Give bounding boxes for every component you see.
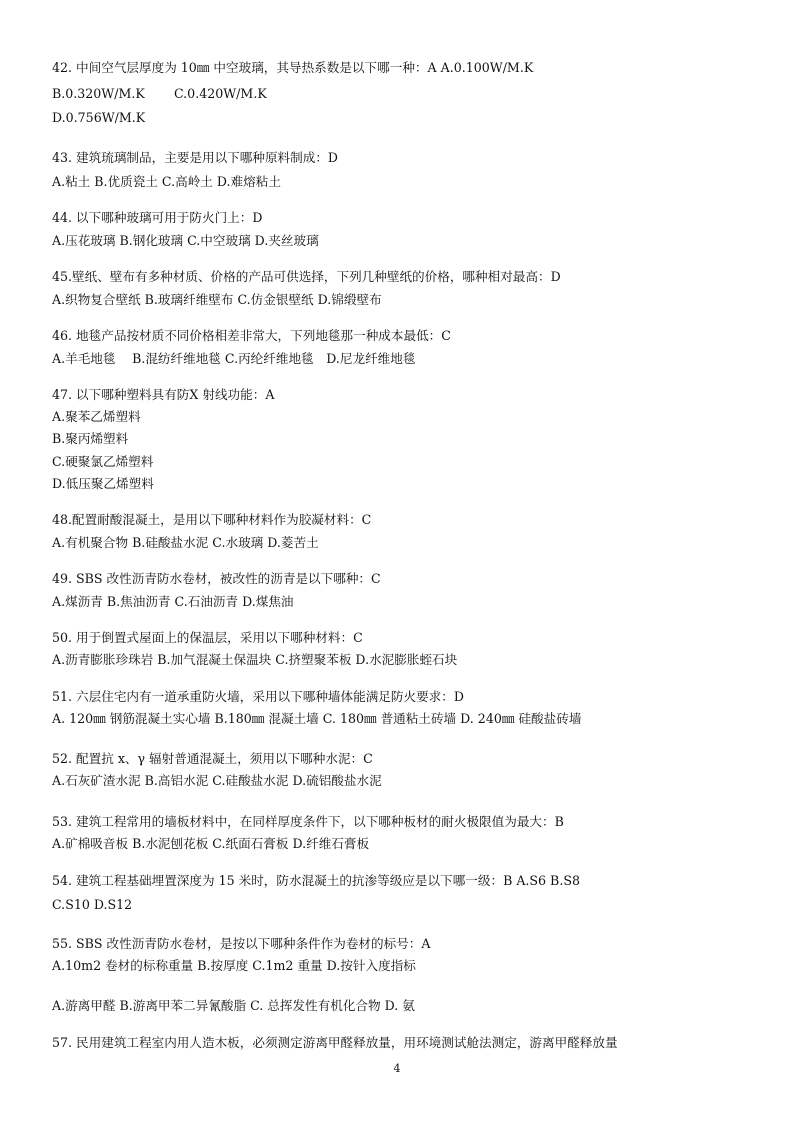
question-49-stem: 49. SBS 改性沥青防水卷材，被改性的沥青是以下哪种：C [52,571,381,586]
question-51-options: A. 120㎜ 钢筋混凝土实心墙 B.180㎜ 混凝土墙 C. 180㎜ 普通粘土砖墙 D. 240㎜ 硅酸盐砖墙 [52,711,582,726]
question-46-options: A.羊毛地毯 B.混纺纤维地毯 C.丙纶纤维地毯 D.尼龙纤维地毯 [52,351,416,366]
question-54-options-cd: C.S10 D.S12 [52,897,133,912]
question-57-stem: 57. 民用建筑工程室内用人造木板，必须测定游离甲醛释放量，用环境测试舱法测定，游离甲醛释放量 [52,1035,618,1050]
question-44-stem: 44. 以下哪种玻璃可用于防火门上：D [52,210,263,225]
question-53-options: A.矿棉吸音板 B.水泥刨花板 C.纸面石膏板 D.纤维石膏板 [52,836,370,851]
question-54-stem: 54. 建筑工程基础埋置深度为 15 米时，防水混凝土的抗渗等级应是以下哪一级：B A.S6 B.S8 [52,873,580,888]
question-56-options: A.游离甲醛 B.游离甲苯二异氰酸脂 C. 总挥发性有机化合物 D. 氨 [52,998,415,1013]
question-42-option-d: D.0.756W/M.K [52,110,146,125]
question-55-stem: 55. SBS 改性沥青防水卷材，是按以下哪种条件作为卷材的标号：A [52,936,431,951]
question-44-options: A.压花玻璃 B.钢化玻璃 C.中空玻璃 D.夹丝玻璃 [52,233,319,248]
question-52-options: A.石灰矿渣水泥 B.高铝水泥 C.硅酸盐水泥 D.硫铝酸盐水泥 [52,773,382,788]
question-45-options: A.织物复合壁纸 B.玻璃纤维壁布 C.仿金银壁纸 D.锦缎壁布 [52,292,382,307]
question-42-stem: 42. 中间空气层厚度为 10㎜ 中空玻璃，其导热系数是以下哪一种：A A.0.100W/M.K [52,60,534,75]
question-43-options: A.粘土 B.优质瓷土 C.高岭土 D.难熔粘土 [52,174,281,189]
question-55-options: A.10m2 卷材的标称重量 B.按厚度 C.1m2 重量 D.按针入度指标 [52,958,416,973]
question-43-stem: 43. 建筑琉璃制品，主要是用以下哪种原料制成：D [52,150,339,165]
question-48-options: A.有机聚合物 B.硅酸盐水泥 C.水玻璃 D.菱苦土 [52,535,319,550]
question-47-stem: 47. 以下哪种塑料具有防X 射线功能：A [52,387,275,402]
question-42-options-bc: B.0.320W/M.K C.0.420W/M.K [52,86,267,101]
question-47-option-b: B.聚丙烯塑料 [52,431,129,446]
question-46-stem: 46. 地毯产品按材质不同价格相差非常大，下列地毯那一种成本最低：C [52,328,451,343]
question-47-option-a: A.聚苯乙烯塑料 [52,409,141,424]
question-50-stem: 50. 用于倒置式屋面上的保温层，采用以下哪种材料：C [52,630,363,645]
question-48-stem: 48.配置耐酸混凝土，是用以下哪种材料作为胶凝材料：C [52,512,372,527]
question-50-options: A.沥青膨胀珍珠岩 B.加气混凝土保温块 C.挤塑聚苯板 D.水泥膨胀蛭石块 [52,652,458,667]
question-45-stem: 45.壁纸、壁布有多种材质、价格的产品可供选择，下列几种壁纸的价格，哪种相对最高：D [52,269,561,284]
question-47-option-c: C.硬聚氯乙烯塑料 [52,454,154,469]
question-52-stem: 52. 配置抗 x、γ 辐射普通混凝土，须用以下哪种水泥：C [52,751,373,766]
question-51-stem: 51. 六层住宅内有一道承重防火墙，采用以下哪种墙体能满足防火要求：D [52,689,464,704]
question-53-stem: 53. 建筑工程常用的墙板材料中，在同样厚度条件下，以下哪种板材的耐火极限值为最大：B [52,814,564,829]
page-number: 4 [393,1062,401,1075]
question-47-option-d: D.低压聚乙烯塑料 [52,476,154,491]
question-49-options: A.煤沥青 B.焦油沥青 C.石油沥青 D.煤焦油 [52,594,294,609]
